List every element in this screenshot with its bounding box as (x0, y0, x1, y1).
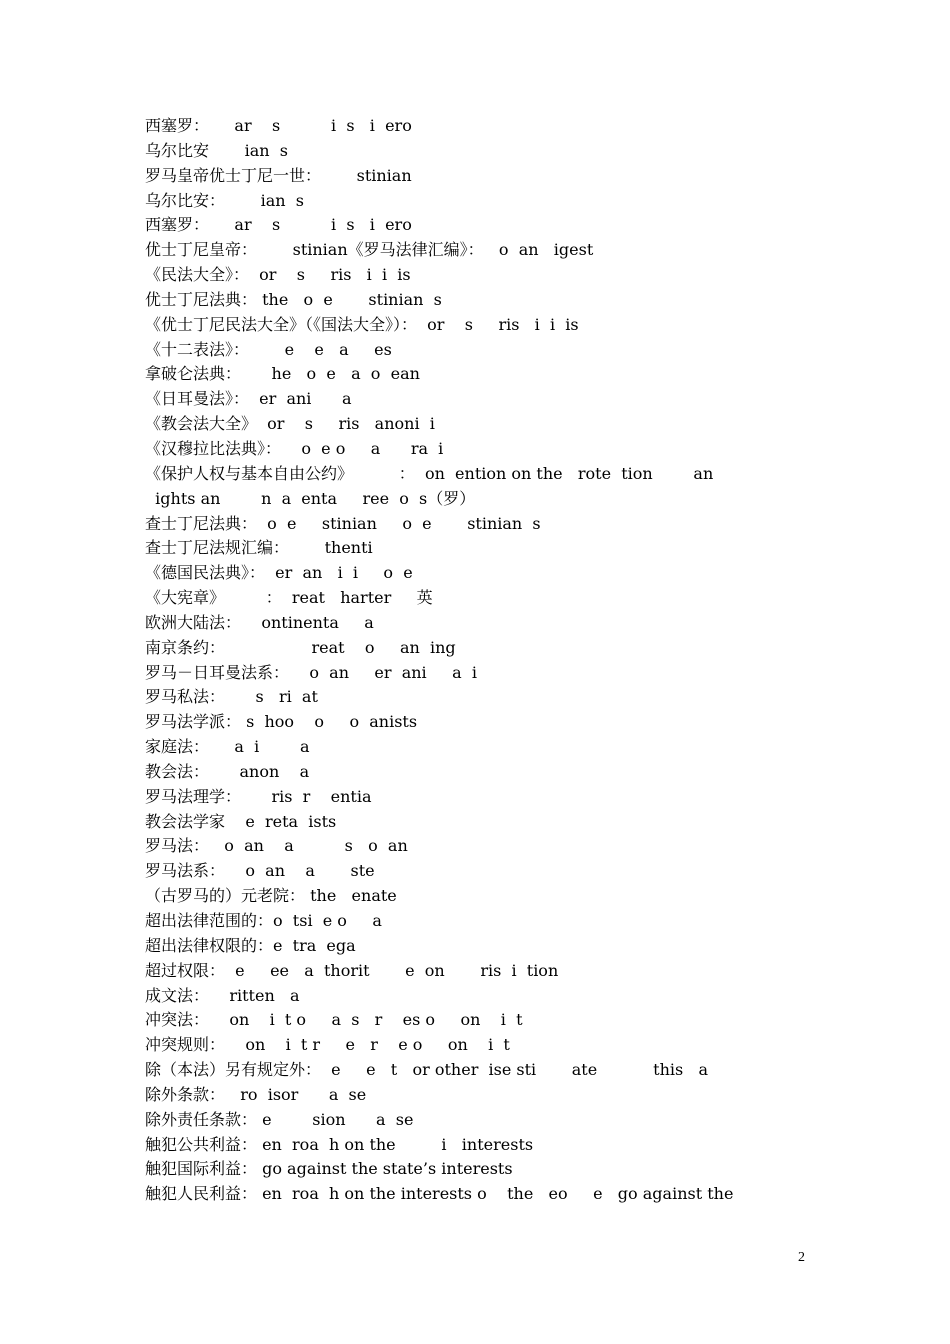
glossary-line: 除外责任条款： e sion a se (145, 1109, 414, 1129)
glossary-line: 南京条约： reat o an ing (145, 637, 456, 657)
glossary-line: 乌尔比安 ian s (145, 140, 288, 160)
glossary-line: 罗马法： o an a s o an (145, 836, 408, 856)
glossary-line: 超出法律范围的：o tsi e o a (145, 911, 382, 930)
glossary-line: 《十二表法》： e e a es (145, 339, 392, 359)
glossary-line: 《汉穆拉比法典》： o e o a ra i (145, 438, 444, 458)
glossary-line: 查士丁尼法规汇编： thenti (145, 538, 373, 558)
glossary-line: 《优士丁尼民法大全》（《国法大全》）： or s ris i i is (145, 314, 579, 334)
glossary-line: 除（本法）另有规定外： e e t or other ise sti ate this a (145, 1060, 708, 1080)
glossary-line: 罗马皇帝优士丁尼一世： stinian (145, 165, 412, 185)
glossary-line: 除外条款： ro isor a se (145, 1084, 367, 1104)
glossary-line: 乌尔比安： ian s (145, 190, 304, 210)
glossary-line: 罗马－日耳曼法系： o an er ani a i (145, 662, 477, 682)
glossary-line: 拿破仑法典： he o e a o ean (145, 364, 420, 384)
glossary-line: 家庭法： a i a (145, 737, 310, 757)
glossary-lines (145, 114, 935, 1207)
glossary-line: 罗马法理学： ris r entia (145, 786, 372, 806)
glossary-line: 触犯人民利益： en roa h on the interests o the eo e go against the (145, 1184, 734, 1204)
glossary-line: 《教会法大全》 or s ris anoni i (145, 414, 435, 434)
glossary-line: 《德国民法典》： er an i i o e (145, 563, 413, 583)
glossary-line: 冲突规则： on i t r e r e o on i t (145, 1035, 510, 1055)
page-number: 2 (798, 1250, 805, 1265)
glossary-line: 优士丁尼皇帝： stinian《罗马法律汇编》： o an igest (145, 240, 594, 260)
glossary-line: 罗马法学派： s hoo o o anists (145, 712, 418, 732)
glossary-line: 成文法： ritten a (145, 985, 300, 1005)
glossary-line: 《大宪章》 ： reat harter 英 (145, 588, 433, 608)
glossary-line: （古罗马的）元老院： the enate (145, 886, 397, 906)
glossary-line: 西塞罗： ar s i s i ero (145, 116, 412, 135)
glossary-line: 触犯国际利益： go against the state’s interests (145, 1159, 513, 1179)
glossary-line: 优士丁尼法典： the o e stinian s (145, 289, 442, 309)
glossary-line: 罗马私法： s ri at (145, 687, 318, 707)
glossary-line: 《日耳曼法》： er ani a (145, 389, 352, 409)
glossary-line: 西塞罗： ar s i s i ero (145, 215, 412, 235)
glossary-line: 教会法： anon a (145, 761, 310, 781)
glossary-line: 《民法大全》： or s ris i i is (145, 265, 411, 285)
glossary-line: 罗马法系： o an a ste (145, 861, 375, 881)
glossary-line: 超过权限： e ee a thorit e on ris i tion (145, 960, 559, 980)
glossary-line: 冲突法： on i t o a s r es o on i t (145, 1010, 523, 1030)
glossary-line: 欧洲大陆法： ontinenta a (145, 612, 374, 632)
glossary-line: ights an n a enta ree o s（罗） (145, 488, 476, 508)
glossary-line: 超出法律权限的：e tra ega (145, 935, 356, 955)
glossary-line: 《保护人权与基本自由公约》 ： on ention on the rote tion an (145, 463, 714, 483)
glossary-line: 查士丁尼法典： o e stinian o e stinian s (145, 513, 541, 533)
glossary-line: 触犯公共利益： en roa h on the i interests (145, 1134, 534, 1154)
glossary-line: 教会法学家 e reta ists (145, 811, 337, 831)
